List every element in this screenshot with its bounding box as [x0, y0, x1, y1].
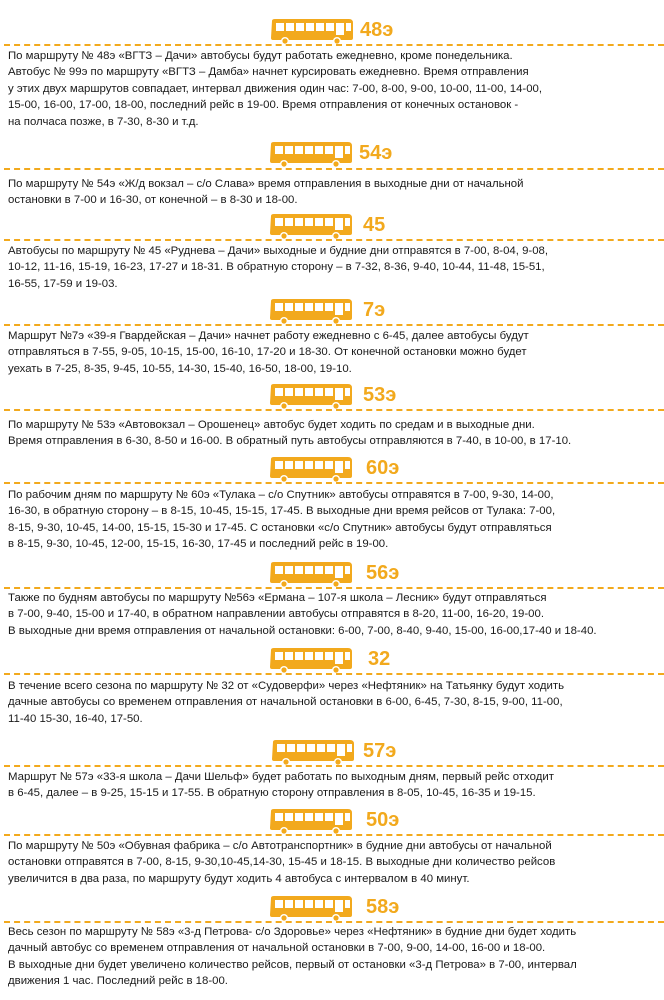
divider	[4, 44, 664, 46]
divider	[4, 239, 664, 241]
bus-icon	[268, 297, 354, 325]
route-number: 32	[368, 648, 391, 670]
route-number: 56э	[366, 562, 400, 584]
route-description: В течение всего сезона по маршруту № 32 от «Судоверфи» через «Нефтяник» на Татьянку будут ходить дачные автобусы со временем отправления от начальной остановки в 6-00, 6-45, 7-30, 8-15, 9-00, 11-00, 11-40 15-30, 16-40, 17-50.	[8, 680, 565, 725]
route-number: 57э	[363, 740, 397, 762]
divider	[4, 834, 664, 836]
bus-icon	[268, 807, 354, 835]
route-number: 45	[363, 214, 386, 236]
route-number: 50э	[366, 809, 400, 831]
divider	[4, 587, 664, 589]
route-number: 54э	[359, 142, 393, 164]
bus-icon	[268, 560, 354, 588]
route-description: Маршрут № 57э «33-я школа – Дачи Шельф» будет работать по выходным дням, первый рейс отходит в 6-45, далее – в 9-25, 15-15 и 17-55. В обратную сторону отправления в 8-05, 10-45, 16-35 и 19-15.	[8, 771, 554, 800]
bus-icon	[269, 17, 355, 45]
route-description: По рабочим дням по маршруту № 60э «Тулака – с/о Спутник» автобусы отправятся в 7-00, 9-30, 14-00, 16-30, в обратную сторону – в 8-15, 10-45, 15-15, 17-45. В выходные дни время рейсов от Тулака: 7-00, 8-15, 9-30, 10-45, 14-00, 15-15, 15-30 и 17-45. С остановки «с/о Спутник» автобусы будут отправляться в 8-15, 9-30, 10-45, 12-00, 15-15, 16-30, 17-45 и последний рейс в 19-00.	[8, 489, 556, 551]
route-description: Также по будням автобусы по маршруту №56э «Ермана – 107-я школа – Лесник» будут отправляться в 7-00, 9-40, 15-00 и 17-40, в обратном направлении автобусы отправятся в 8-20, 11-00, 16-20, 19-00. В выходные дни время отправления от начальной остановки: 6-00, 7-00, 8-40, 9-40, 15-00, 16-00,17-40 и 18-40.	[8, 592, 597, 637]
divider	[4, 765, 664, 767]
route-header-54e	[0, 136, 664, 172]
bus-icon	[268, 140, 354, 168]
route-description: По маршруту № 54э «Ж/д вокзал – с/о Слава» время отправления в выходные дни от начальной остановки в 7-00 и 16-30, от конечной – в 8-30 и 18-00.	[8, 178, 524, 207]
route-description: Автобусы по маршруту № 45 «Руднева – Дачи» выходные и будние дни отправятся в 7-00, 8-04, 9-08, 10-12, 11-16, 15-19, 16-23, 17-27 и 18-31. В обратную сторону – в 7-32, 8-36, 9-40, 10-44, 11-48, 15-51, 16-55, 17-59 и 19-03.	[8, 245, 549, 290]
divider	[4, 324, 664, 326]
route-number: 7э	[363, 299, 386, 321]
route-number: 58э	[366, 896, 400, 918]
route-number: 53э	[363, 384, 397, 406]
route-number: 48э	[360, 19, 394, 41]
bus-icon	[268, 212, 354, 240]
divider	[4, 921, 664, 923]
bus-icon	[268, 646, 354, 674]
divider	[4, 482, 664, 484]
divider	[4, 409, 664, 411]
route-description: По маршруту № 48э «ВГТЗ – Дачи» автобусы будут работать ежедневно, кроме понедельника. Автобус № 99э по маршруту «ВГТЗ – Дамба» начнет курсировать ежедневно. Время отправления у этих двух маршрутов совпадает, интервал движения один час: 7-00, 8-00, 9-00, 10-00, 11-00, 14-00, 15-00, 16-00, 17-00, 18-00, последний рейс в 19-00. Время отправления от конечных остановок - на полчаса позже, в 7-30, 8-30 и т.д.	[8, 50, 543, 128]
bus-icon	[268, 894, 354, 922]
bus-icon	[270, 738, 356, 766]
route-description: По маршруту № 53э «Автовокзал – Орошенец» автобус будет ходить по средам и в выходные дни. Время отправления в 6-30, 8-50 и 16-00. В обратный путь автобусы отправляются в 7-40, в 10-00, в 17-10.	[8, 419, 572, 448]
route-description: По маршруту № 50э «Обувная фабрика – с/о Автотранспортник» в будние дни автобусы от начальной остановки отправятся в 7-00, 8-15, 9-30,10-45,14-30, 15-45 и 18-15. В выходные дни количество рейсов увеличится в два раза, по маршруту будут ходить 4 автобуса с интервалом в 40 минут.	[8, 840, 556, 885]
divider	[4, 673, 664, 675]
route-description: Весь сезон по маршруту № 58э «3-д Петрова- с/о Здоровье» через «Нефтяник» в будние дни будет ходить дачный автобус со временем отправления от начальной остановки в 7-00, 9-00, 14-00, 16-00 и 18-00. В выходные дни будет увеличено количество рейсов, первый от остановки «3-д Петрова» в 7-00, интервал движения 1 час. Последний рейс в 18-00.	[8, 926, 577, 988]
route-number: 60э	[366, 457, 400, 479]
bus-icon	[268, 455, 354, 483]
divider	[4, 168, 664, 170]
bus-icon	[268, 382, 354, 410]
route-description: Маршрут №7э «39-я Гвардейская – Дачи» начнет работу ежедневно с 6-45, далее автобусы будут отправляться в 7-55, 9-05, 10-15, 15-00, 16-10, 17-20 и 18-30. От конечной остановки можно будет уехать в 7-25, 8-35, 9-45, 10-55, 14-30, 15-40, 16-50, 18-00, 19-10.	[8, 330, 529, 375]
